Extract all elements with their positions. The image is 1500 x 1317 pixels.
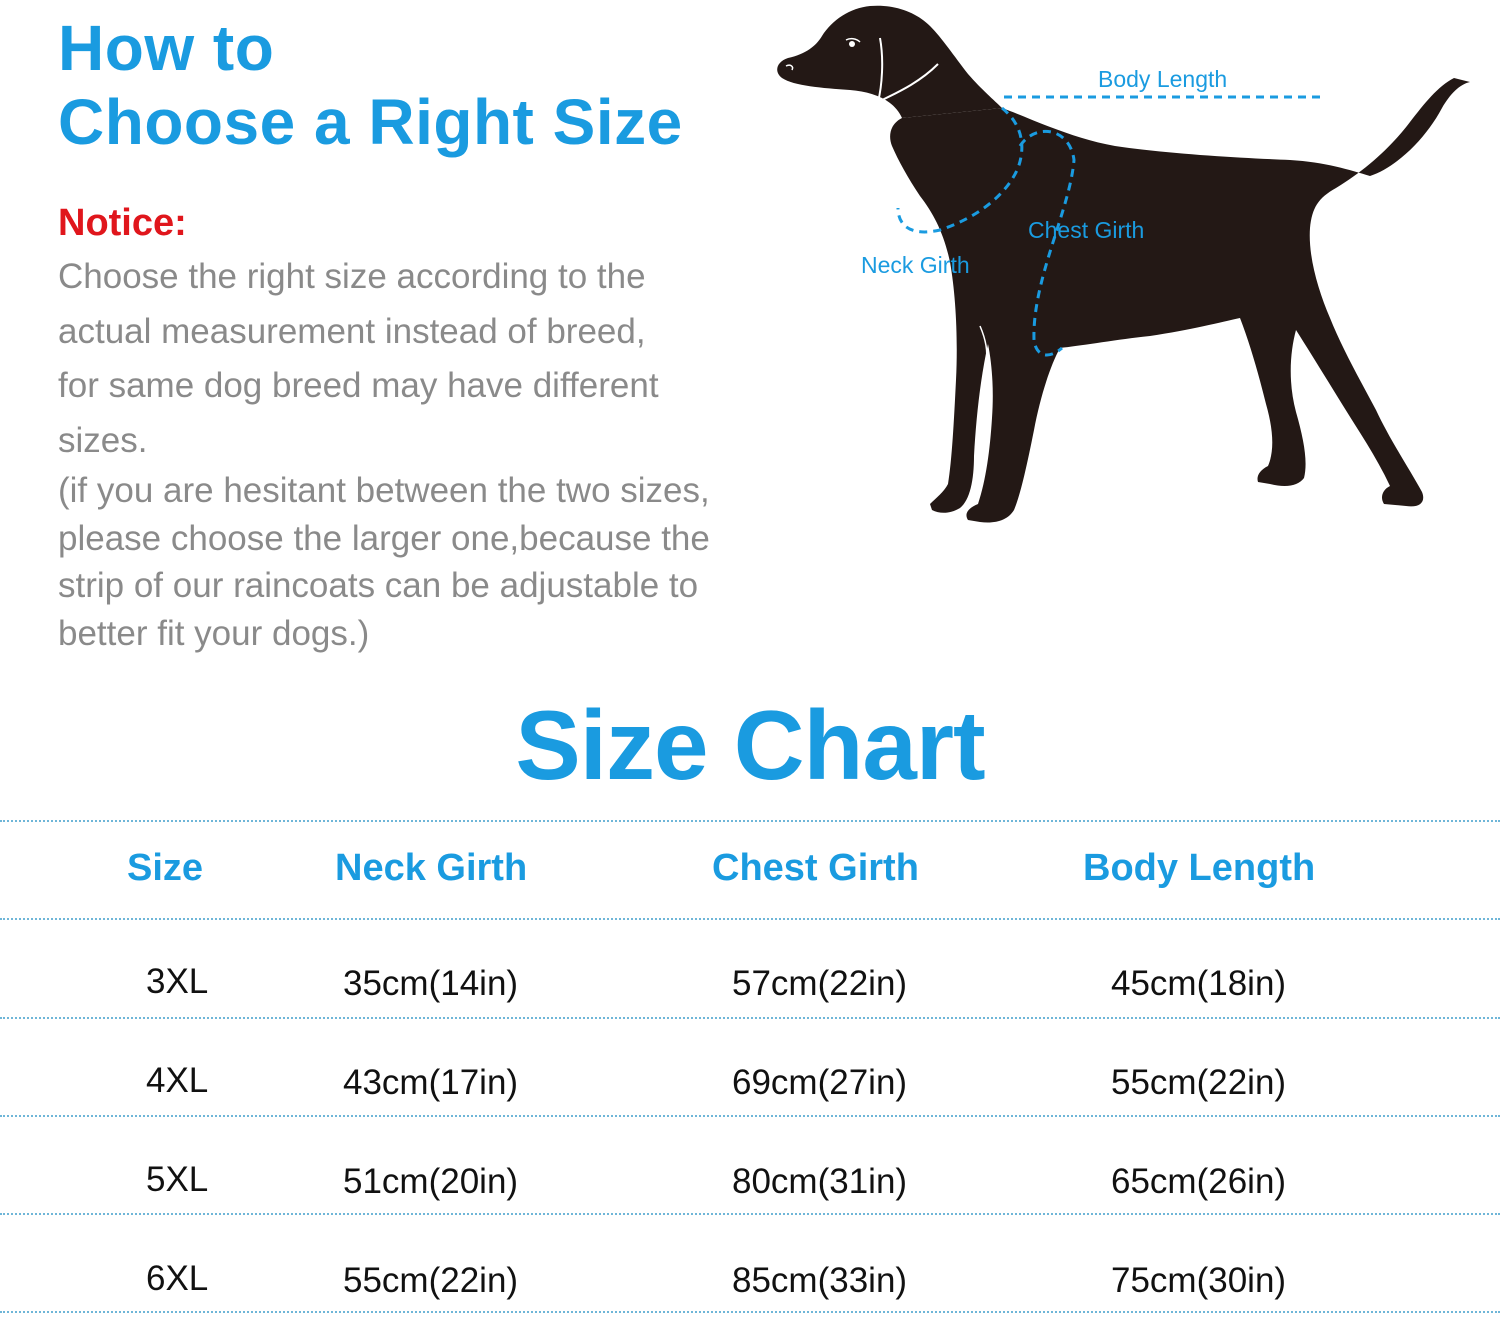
notice-line-2: actual measurement instead of breed, (58, 311, 646, 351)
cell-chest-girth: 69cm(27in) (732, 1063, 908, 1102)
cell-size: 5XL (146, 1160, 209, 1199)
table-rule (0, 1213, 1500, 1215)
notice-line-4: sizes. (58, 420, 148, 460)
cell-body-length: 75cm(30in) (1111, 1261, 1287, 1300)
notice-line-3: for same dog breed may have different (58, 366, 659, 405)
cell-body-length: 65cm(26in) (1111, 1162, 1287, 1201)
table-rule (0, 1017, 1500, 1019)
title-line-1: How to (58, 12, 275, 84)
cell-chest-girth: 85cm(33in) (732, 1261, 908, 1300)
table-rule (0, 1115, 1500, 1117)
cell-body-length: 55cm(22in) (1111, 1063, 1287, 1102)
table-rule (0, 918, 1500, 920)
notice-text (58, 250, 778, 658)
cell-neck-girth: 55cm(22in) (343, 1261, 519, 1300)
body-length-label: Body Length (1098, 66, 1228, 92)
table-rule (0, 820, 1500, 822)
header-chest-girth: Chest Girth (712, 847, 919, 889)
notice-line-6: please choose the larger one,because the (58, 518, 710, 558)
cell-neck-girth: 35cm(14in) (343, 964, 519, 1003)
dog-measurement-diagram (770, 0, 1500, 560)
notice-label: Notice: (58, 202, 187, 244)
cell-neck-girth: 43cm(17in) (343, 1063, 519, 1102)
neck-girth-label: Neck Girth (861, 252, 970, 278)
cell-size: 6XL (146, 1259, 209, 1298)
title-line-2: Choose a Right Size (58, 86, 683, 158)
cell-size: 3XL (146, 962, 209, 1001)
notice-line-8: better fit your dogs.) (58, 613, 370, 653)
header-neck-girth: Neck Girth (335, 847, 528, 889)
cell-chest-girth: 57cm(22in) (732, 964, 908, 1003)
header-body-length: Body Length (1083, 847, 1316, 889)
notice-line-1: Choose the right size according to the (58, 257, 646, 296)
cell-chest-girth: 80cm(31in) (732, 1162, 908, 1201)
cell-size: 4XL (146, 1061, 209, 1100)
size-chart-title: Size Chart (515, 690, 985, 800)
notice-line-5: (if you are hesitant between the two sizes, (58, 471, 710, 510)
chest-girth-label: Chest Girth (1028, 217, 1145, 243)
notice-line-7: strip of our raincoats can be adjustable to (58, 566, 699, 605)
table-rule (0, 1311, 1500, 1313)
header-size: Size (127, 847, 204, 889)
cell-body-length: 45cm(18in) (1111, 964, 1287, 1003)
cell-neck-girth: 51cm(20in) (343, 1162, 519, 1201)
